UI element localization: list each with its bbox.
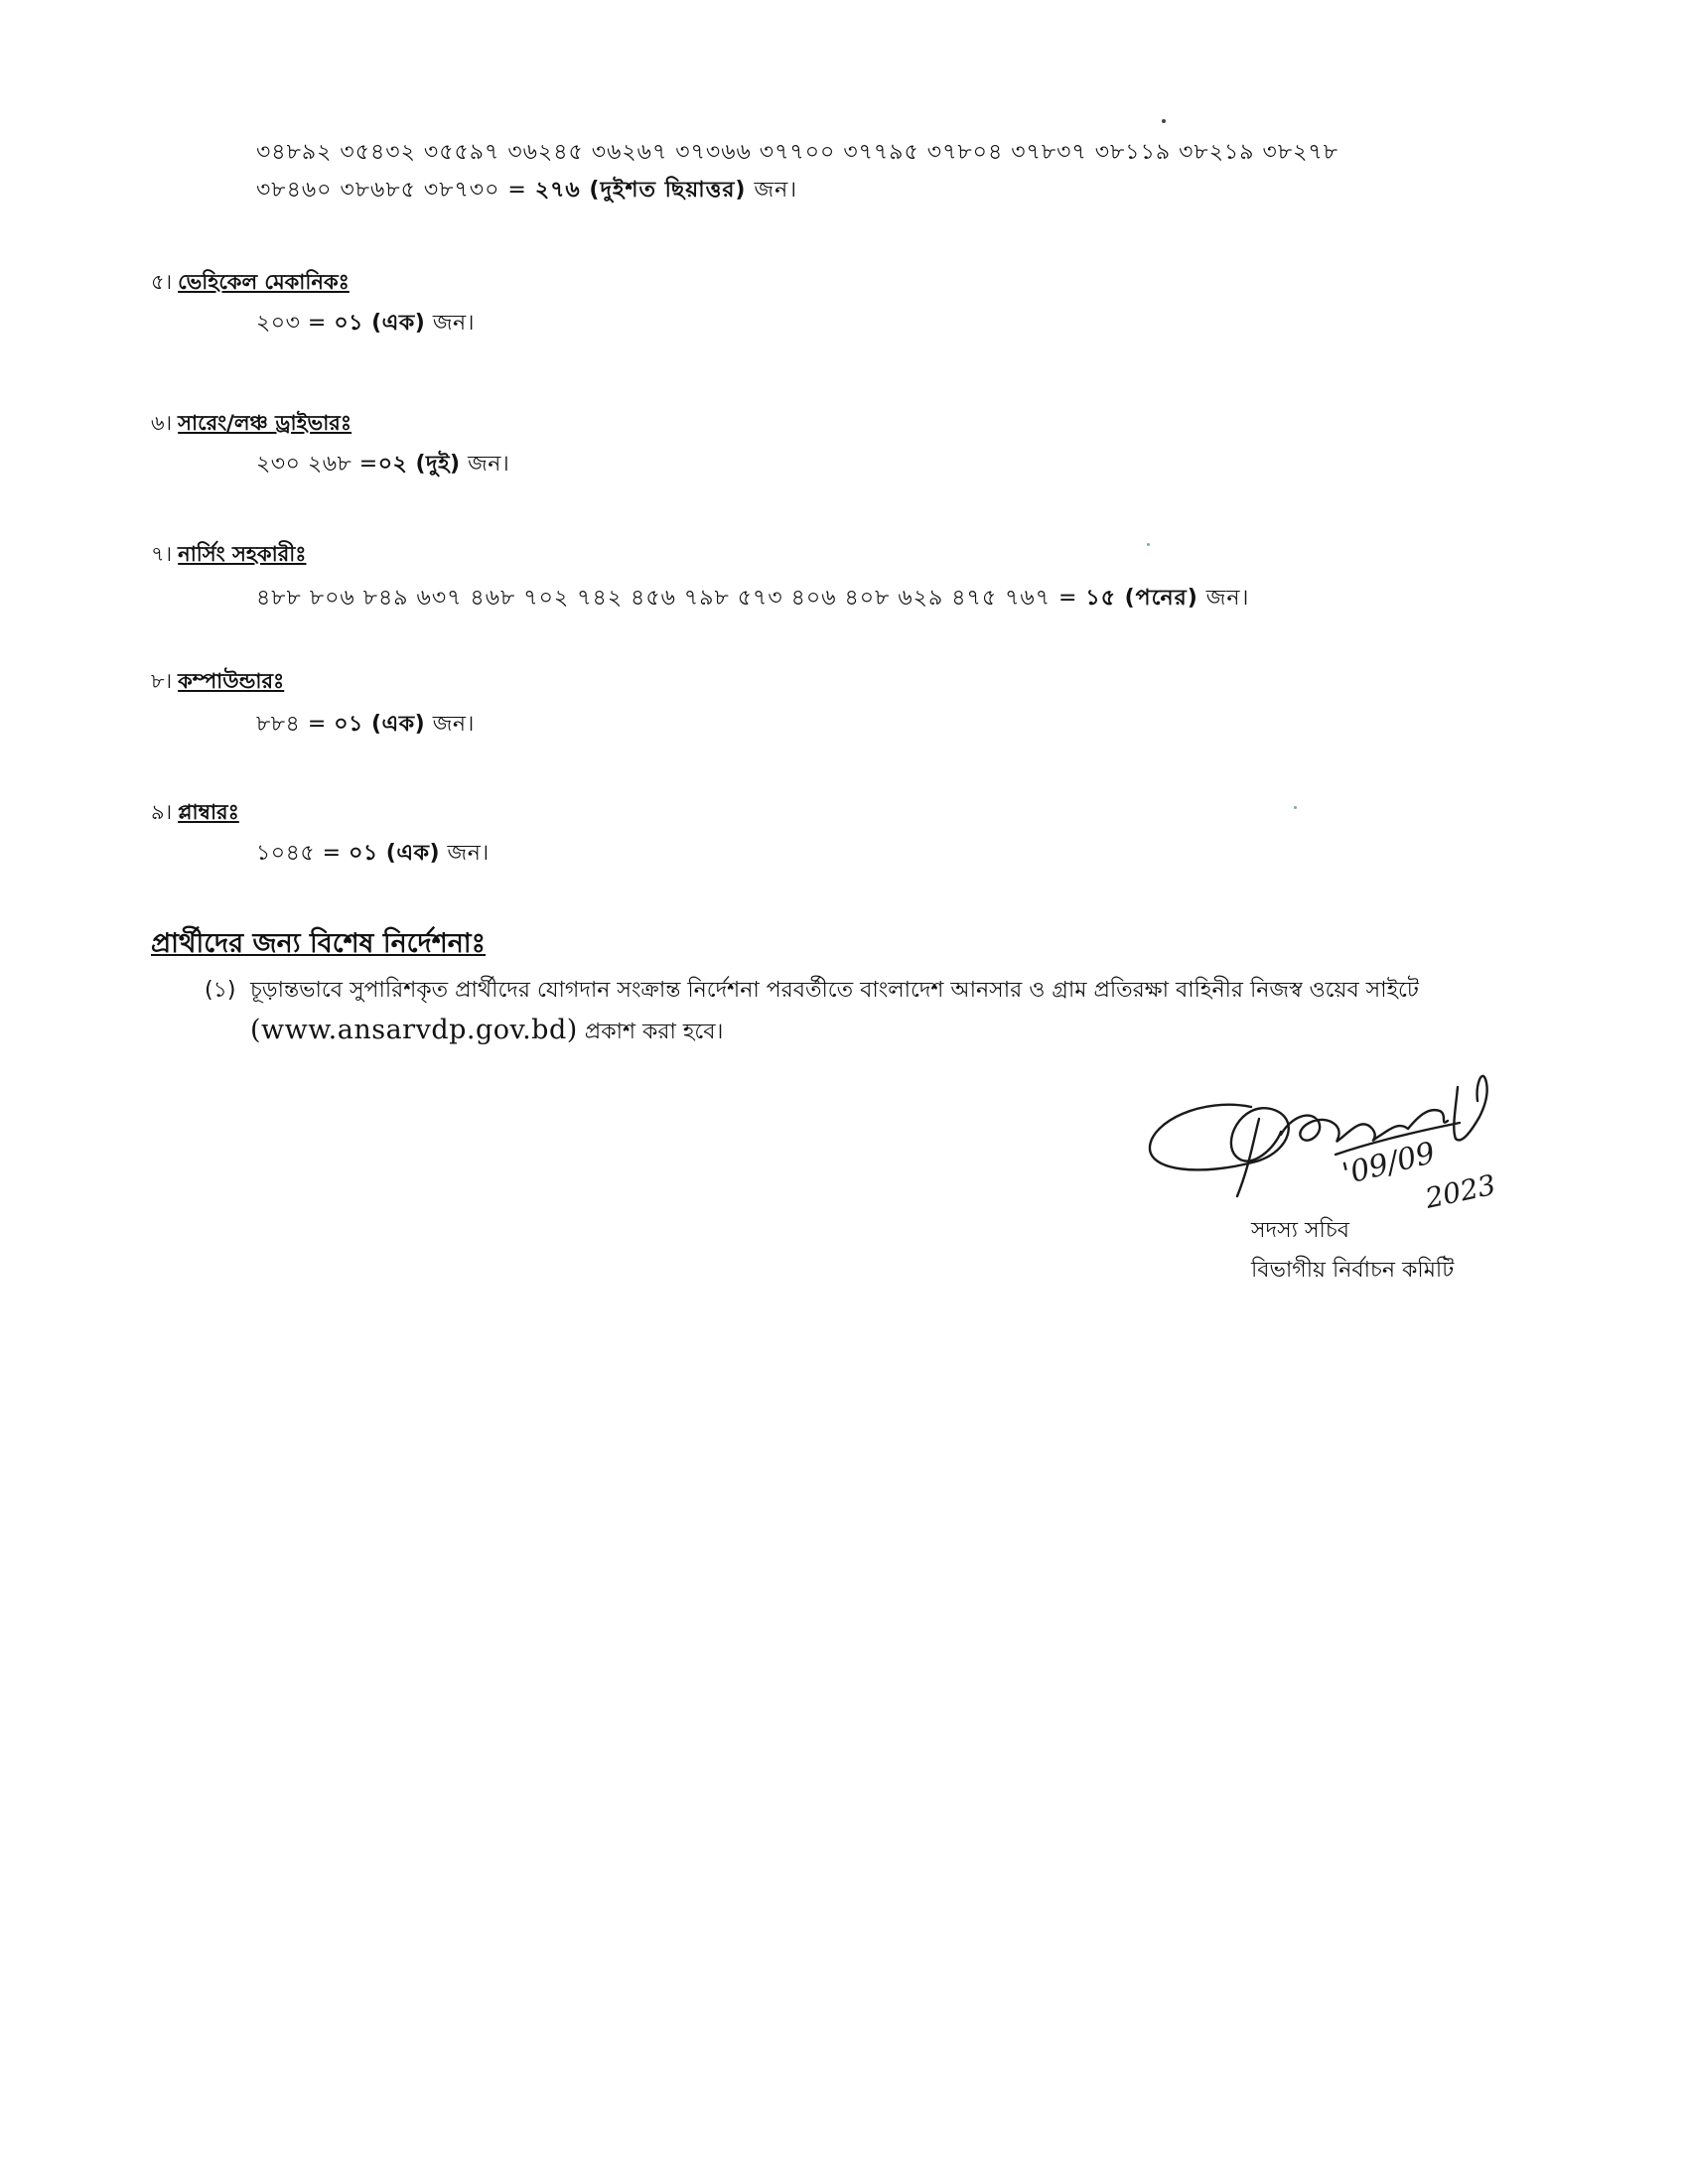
roll-numbers: ২০৩ = [256, 311, 335, 336]
scan-speck [1147, 543, 1150, 546]
instruction-marker: (১) [205, 978, 236, 1003]
svg-text:2023: 2023 [1422, 1167, 1499, 1215]
website-link[interactable]: (www.ansarvdp.gov.bd) [250, 1015, 578, 1045]
scan-speck [1294, 806, 1297, 809]
section-count-value: ০১ (এক) [349, 841, 441, 866]
svg-text:'09/09: '09/09 [1338, 1135, 1439, 1192]
section-heading-compounder [151, 665, 284, 700]
roll-numbers: ২৩০ ২৬৮ = [256, 452, 378, 477]
handwritten-signature [1142, 1047, 1519, 1216]
section-roll-vehicle-mechanic [256, 306, 475, 342]
section-title: কম্পাউন্ডারঃ [178, 669, 285, 693]
committee-name: বিভাগীয় নির্বাচন কমিটি [1251, 1258, 1455, 1283]
instruction-text-part: চূড়ান্তভাবে সুপারিশকৃত প্রার্থীদের যোগদান সংক্রান্ত নির্দেশনা পরবর্তীতে বাংলাদেশ আনসার ও গ্রাম প্রতিরক্ষা বাহিনীর নিজস্ব ওয়েব সাইটে [250, 978, 1419, 1003]
section-heading-vehicle-mechanic [151, 266, 350, 301]
section-roll-nursing-assistant [256, 581, 1249, 617]
section-heading-nursing-assistant [151, 538, 306, 573]
scan-speck [1162, 119, 1166, 123]
section-heading-launch-driver [151, 407, 352, 442]
count-suffix: জন। [425, 712, 475, 737]
roll-numbers: ৩৮৪৬০ ৩৮৬৮৫ ৩৮৭৩০ = [256, 178, 535, 203]
section-number: ৫। [151, 270, 173, 294]
section-count-value: ০১ (এক) [334, 712, 426, 737]
section-heading-plumber [151, 796, 239, 831]
section-title: সারেং/লঞ্চ ড্রাইভারঃ [178, 411, 352, 435]
section-title: ভেহিকেল মেকানিকঃ [178, 270, 350, 294]
section-roll-launch-driver [256, 447, 509, 483]
section-number: ৬। [151, 411, 173, 435]
roll-numbers: ৮৮৪ = [256, 712, 335, 737]
count-suffix: জন। [460, 452, 510, 477]
section-count-value: ১৫ (পনের) [1085, 586, 1198, 611]
section-count-value: ০২ (দুই) [377, 452, 461, 477]
section-number: ৮। [151, 669, 173, 693]
roll-numbers: ১০৪৫ = [256, 841, 350, 866]
section-number: ৭। [151, 542, 173, 566]
section-number: ৯। [151, 800, 173, 824]
section-title: নার্সিং সহকারীঃ [178, 542, 307, 566]
instruction-text [250, 971, 1561, 1052]
count-suffix: জন। [746, 178, 798, 203]
section-roll-plumber [256, 836, 490, 873]
count-suffix: জন। [1197, 586, 1250, 611]
section-title: প্লাম্বারঃ [178, 800, 239, 824]
section-roll-compounder [256, 707, 475, 744]
roll-list-line-2 [256, 173, 1567, 209]
count-suffix: জন। [440, 841, 490, 866]
section-count-value: ০১ (এক) [334, 311, 426, 336]
instructions-heading: প্রার্থীদের জন্য বিশেষ নির্দেশনাঃ [151, 928, 487, 959]
count-suffix: জন। [425, 311, 476, 336]
signatory-designation: সদস্য সচিব [1251, 1218, 1349, 1243]
instruction-text-part: প্রকাশ করা হবে। [577, 1020, 724, 1044]
total-count: ২৭৬ (দুইশত ছিয়াত্তর) [534, 178, 747, 203]
roll-numbers: ৪৮৮ ৮০৬ ৮৪৯ ৬৩৭ ৪৬৮ ৭০২ ৭৪২ ৪৫৬ ৭৯৮ ৫৭৩ ৪০৬ ৪০৮ ৬২৯ ৪৭৫ ৭৬৭ = [256, 586, 1086, 611]
roll-list-line-1: ৩৪৮৯২ ৩৫৪৩২ ৩৫৫৯৭ ৩৬২৪৫ ৩৬২৬৭ ৩৭৩৬৬ ৩৭৭০০ ৩৭৭৯৫ ৩৭৮০৪ ৩৭৮৩৭ ৩৮১১৯ ৩৮২১৯ ৩৮২৭৮ [256, 140, 1339, 165]
